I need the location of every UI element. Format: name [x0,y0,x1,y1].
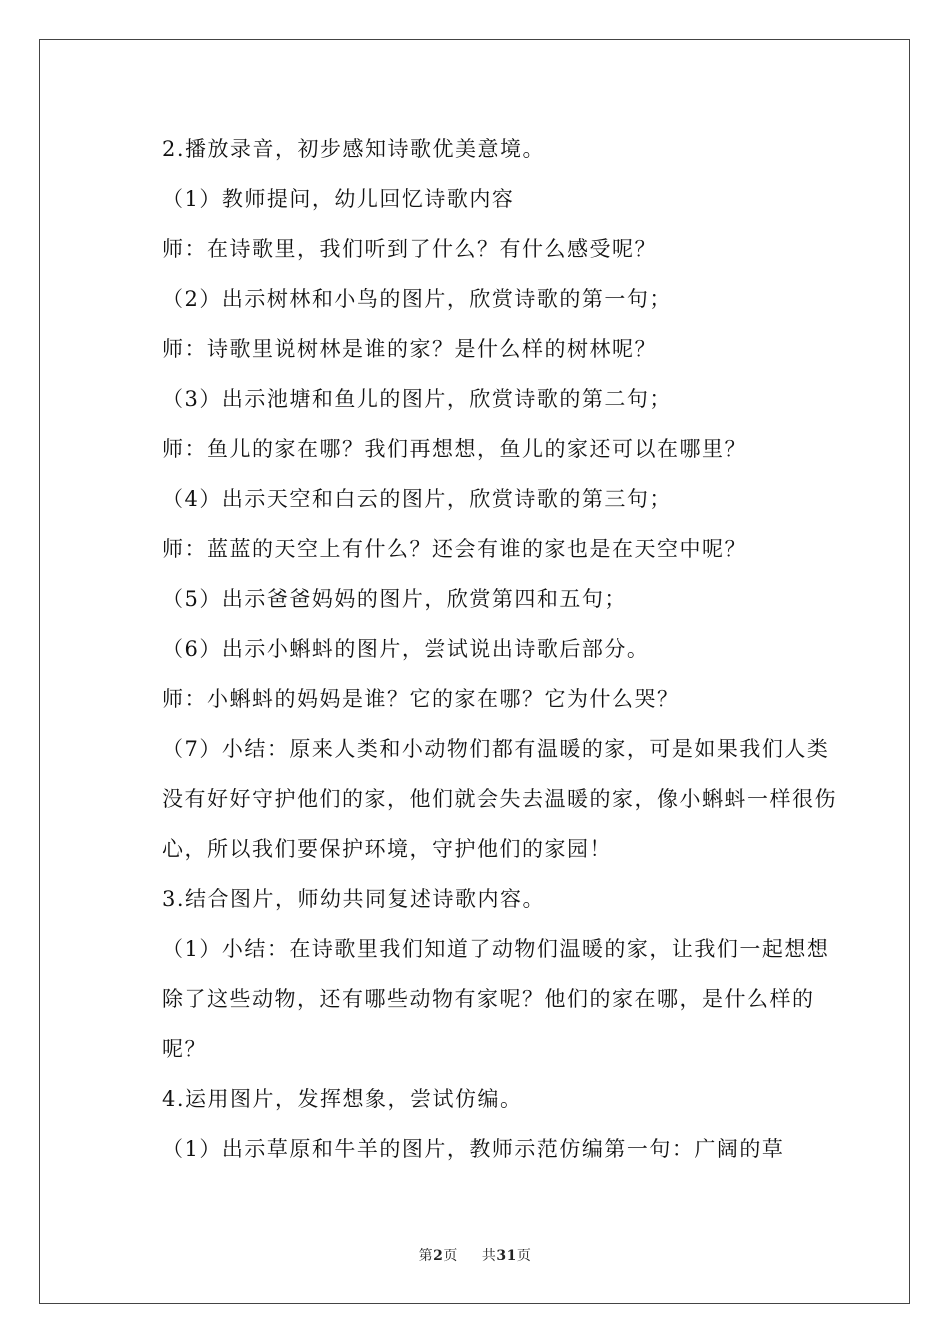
paragraph-item-3: （3）出示池塘和鱼儿的图片，欣赏诗歌的第二句； [162,387,672,411]
paragraph-teacher-line: 师：小蝌蚪的妈妈是谁？它的家在哪？它为什么哭？ [162,687,680,711]
footer-total-suffix: 页 [516,1248,532,1264]
footer-page-prefix: 第 [418,1248,434,1264]
paragraph-item-1: （1）教师提问，幼儿回忆诗歌内容 [162,187,515,211]
page-footer [0,1245,950,1265]
paragraph-teacher-line: 师：诗歌里说树林是谁的家？是什么样的树林呢？ [162,337,657,361]
paragraph-teacher-line: 师：鱼儿的家在哪？我们再想想，鱼儿的家还可以在哪里？ [162,437,747,461]
paragraph-step-4: 4.运用图片，发挥想象，尝试仿编。 [162,1087,523,1111]
footer-total-prefix: 共 [481,1248,497,1264]
paragraph-step-4-item-1: （1）出示草原和牛羊的图片，教师示范仿编第一句：广阔的草 [162,1137,785,1161]
footer-total-pages: 31 [496,1248,517,1264]
paragraph-item-7-summary: （7）小结：原来人类和小动物们都有温暖的家，可是如果我们人类没有好好守护他们的家，他们就会失去温暖的家，像小蝌蚪一样很伤心，所以我们要保护环境，守护他们的家园！ [162,737,837,861]
footer-page-suffix: 页 [443,1248,458,1264]
document-body [118,124,838,1174]
paragraph-item-5: （5）出示爸爸妈妈的图片，欣赏第四和五句； [162,587,627,611]
paragraph-step-2: 2.播放录音，初步感知诗歌优美意境。 [162,137,546,161]
paragraph-step-3-summary: （1）小结：在诗歌里我们知道了动物们温暖的家，让我们一起想想除了这些动物，还有哪些动物有家呢？他们的家在哪，是什么样的呢？ [162,937,830,1061]
paragraph-item-2: （2）出示树林和小鸟的图片，欣赏诗歌的第一句； [162,287,672,311]
paragraph-item-4: （4）出示天空和白云的图片，欣赏诗歌的第三句； [162,487,672,511]
paragraph-teacher-line: 师：在诗歌里，我们听到了什么？有什么感受呢？ [162,237,657,261]
paragraph-item-6: （6）出示小蝌蚪的图片，尝试说出诗歌后部分。 [162,637,650,661]
paragraph-step-3: 3.结合图片，师幼共同复述诗歌内容。 [162,887,546,911]
footer-page-number: 2 [433,1248,444,1264]
paragraph-teacher-line: 师：蓝蓝的天空上有什么？还会有谁的家也是在天空中呢？ [162,537,747,561]
